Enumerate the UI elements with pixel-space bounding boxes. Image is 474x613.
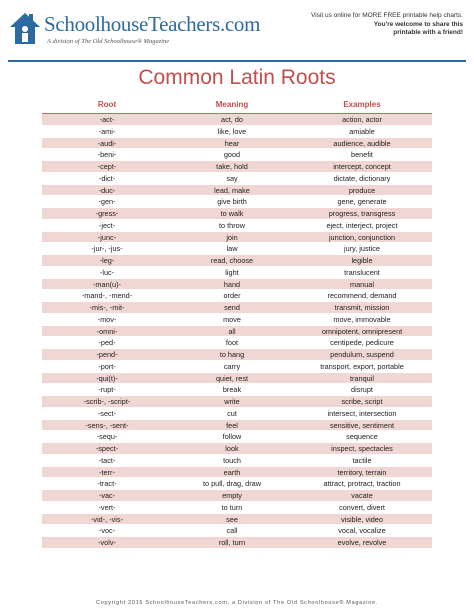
root-cell: -audi-	[97, 138, 117, 148]
meaning-cell: look	[225, 444, 239, 453]
root-cell: -ami-	[98, 126, 116, 136]
meaning-cell: write	[224, 397, 240, 406]
root-cell: -jur-, -jus-	[91, 244, 123, 254]
meaning-cell: earth	[223, 467, 241, 477]
meaning-cell: touch	[223, 455, 241, 465]
column-header-examples: Examples	[343, 100, 381, 109]
table-row	[42, 431, 432, 443]
meaning-cell: give birth	[217, 197, 247, 207]
meaning-cell: hand	[223, 279, 241, 289]
promo-line-2: You're welcome to share this	[373, 20, 463, 28]
table-row	[42, 208, 432, 220]
root-cell: -vert-	[98, 502, 116, 512]
root-cell: -vid-, -vis-	[90, 514, 124, 524]
root-cell: -vac-	[98, 491, 116, 500]
table-row	[42, 337, 432, 349]
examples-cell: transmit, mission	[334, 303, 390, 312]
meaning-cell: empty	[222, 491, 242, 500]
root-cell: -gen-	[98, 197, 116, 207]
meaning-cell: break	[222, 385, 242, 395]
examples-cell: recommend, demand	[327, 291, 397, 301]
header-divider	[8, 60, 466, 62]
page-header	[0, 0, 474, 62]
table-row	[42, 267, 432, 279]
examples-cell: legible	[351, 256, 373, 265]
table-row	[42, 525, 432, 537]
root-cell: -mis-, -mit-	[89, 303, 125, 312]
root-cell: -luc-	[99, 267, 115, 277]
meaning-cell: take, hold	[216, 162, 248, 171]
examples-cell: junction, conjunction	[328, 232, 396, 242]
schoolhouse-logo-icon	[10, 11, 40, 45]
root-cell: -gress-	[95, 209, 119, 218]
examples-cell: disrupt	[351, 385, 373, 395]
root-cell: -spect-	[95, 444, 119, 453]
root-cell: -qui(t)-	[96, 373, 118, 383]
brand-name[interactable]: SchoolhouseTeachers.com	[44, 12, 261, 36]
examples-cell: gene, generate	[337, 197, 387, 207]
root-cell: -act-	[99, 115, 115, 124]
table-row	[42, 420, 432, 432]
meaning-cell: good	[223, 150, 241, 160]
examples-cell: sequence	[346, 432, 378, 442]
meaning-cell: law	[226, 244, 238, 254]
table-row	[42, 290, 432, 302]
table-row	[42, 326, 432, 338]
table-body	[42, 114, 432, 549]
table-row	[42, 279, 432, 291]
examples-cell: pendulum, suspend	[330, 350, 394, 359]
examples-cell: vocal, vocalize	[338, 526, 386, 536]
meaning-cell: act, do	[221, 115, 243, 124]
table-row	[42, 114, 432, 126]
examples-cell: tactile	[352, 455, 372, 465]
examples-cell: dictate, dictionary	[333, 173, 391, 183]
column-header-meaning: Meaning	[215, 100, 249, 109]
table-row	[42, 314, 432, 326]
table-row	[42, 196, 432, 208]
column-header-root: Root	[97, 100, 117, 109]
meaning-cell: to pull, drag, draw	[202, 479, 261, 489]
root-cell: -sequ-	[96, 432, 118, 442]
root-cell: -tact-	[98, 455, 116, 465]
table-row	[42, 514, 432, 526]
examples-cell: intercept, concept	[333, 162, 391, 171]
examples-cell: eject, interject, project	[326, 220, 398, 230]
meaning-cell: read, choose	[210, 256, 254, 265]
examples-cell: intersect, intersection	[327, 408, 397, 418]
meaning-cell: like, love	[217, 126, 247, 136]
root-cell: -duc-	[98, 185, 116, 195]
root-cell: -tract-	[97, 479, 117, 489]
root-cell: -man(u)-	[93, 279, 121, 289]
page-title: Common Latin Roots	[138, 66, 336, 89]
brand-subtitle: A division of The Old Schoolhouse® Magazine	[47, 38, 170, 45]
root-cell: -junc-	[97, 232, 117, 242]
examples-cell: benefit	[351, 150, 373, 160]
table-row	[42, 384, 432, 396]
meaning-cell: all	[228, 326, 236, 336]
root-cell: -sens-, -sent-	[85, 420, 129, 430]
meaning-cell: to walk	[220, 209, 244, 218]
table-row	[42, 185, 432, 197]
meaning-cell: send	[224, 303, 240, 312]
table-row	[42, 537, 432, 549]
table-header	[42, 98, 432, 114]
examples-cell: vacate	[351, 491, 373, 500]
root-cell: -terr-	[99, 467, 115, 477]
meaning-cell: to turn	[221, 502, 243, 512]
meaning-cell: to hang	[219, 350, 245, 359]
examples-cell: transport, export, portable	[320, 361, 404, 371]
examples-cell: amiable	[349, 126, 375, 136]
examples-cell: evolve, revolve	[337, 538, 387, 547]
table-row	[42, 396, 432, 408]
root-cell: -mov-	[97, 314, 117, 324]
meaning-cell: carry	[223, 361, 241, 371]
table-row	[42, 173, 432, 185]
examples-cell: sensitive, sentiment	[329, 420, 395, 430]
root-cell: -ped-	[98, 338, 116, 348]
examples-cell: visible, video	[341, 514, 383, 524]
meaning-cell: order	[223, 291, 241, 301]
meaning-cell: say	[226, 173, 238, 183]
table-row	[42, 361, 432, 373]
promo-line-1: Visit us online for MORE FREE printable help charts.	[311, 12, 463, 19]
meaning-cell: quiet, rest	[215, 373, 249, 383]
root-cell: -volv-	[98, 538, 116, 547]
root-cell: -ject-	[98, 220, 116, 230]
copyright-footer: Copyright 2016 SchoolhouseTeachers.com, a Division of The Old Schoolhouse® Magazine.	[96, 600, 378, 606]
meaning-cell: foot	[225, 338, 239, 348]
root-cell: -rupt-	[98, 385, 116, 395]
table-row	[42, 255, 432, 267]
root-cell: -beni-	[97, 150, 117, 160]
promo-text	[293, 12, 463, 38]
root-cell: -scrib-, -script-	[83, 397, 131, 406]
meaning-cell: move	[223, 314, 241, 324]
examples-cell: audience, audible	[333, 138, 391, 148]
meaning-cell: light	[225, 267, 239, 277]
examples-cell: action, actor	[342, 115, 382, 124]
root-cell: -sect-	[97, 408, 117, 418]
table-row	[42, 443, 432, 455]
examples-cell: tranquil	[350, 373, 374, 383]
meaning-cell: call	[226, 526, 238, 536]
promo-line-3: printable with a friend!	[393, 29, 463, 36]
examples-cell: centipede, pedicure	[330, 338, 394, 348]
meaning-cell: roll, turn	[218, 538, 246, 547]
examples-cell: inspect, spectacles	[331, 444, 393, 453]
meaning-cell: lead, make	[214, 185, 250, 195]
examples-cell: attract, protract, traction	[323, 479, 401, 489]
meaning-cell: join	[226, 232, 238, 242]
examples-cell: scribe, script	[341, 397, 383, 406]
root-cell: -cept-	[97, 162, 117, 171]
examples-cell: translucent	[344, 267, 380, 277]
meaning-cell: to throw	[219, 220, 245, 230]
examples-cell: move, immovable	[333, 314, 391, 324]
table-row	[42, 408, 432, 420]
meaning-cell: hear	[224, 138, 240, 148]
latin-roots-table	[42, 98, 432, 549]
table-row	[42, 373, 432, 385]
table-row	[42, 455, 432, 467]
table-row	[42, 243, 432, 255]
examples-cell: convert, divert	[339, 502, 385, 512]
root-cell: -leg-	[99, 256, 115, 265]
table-row	[42, 302, 432, 314]
meaning-cell: see	[226, 514, 238, 524]
table-row	[42, 220, 432, 232]
root-cell: -pend-	[96, 350, 118, 359]
meaning-cell: feel	[226, 420, 238, 430]
root-cell: -port-	[98, 361, 116, 371]
root-cell: -dict-	[98, 173, 116, 183]
table-row	[42, 161, 432, 173]
table-row	[42, 502, 432, 514]
examples-cell: progress, transgress	[328, 209, 396, 218]
examples-cell: jury, justice	[344, 244, 380, 254]
examples-cell: manual	[350, 279, 374, 289]
table-row	[42, 149, 432, 161]
meaning-cell: follow	[222, 432, 242, 442]
table-row	[42, 478, 432, 490]
root-cell: -omni-	[96, 326, 118, 336]
meaning-cell: cut	[227, 408, 237, 418]
examples-cell: produce	[348, 185, 376, 195]
examples-cell: omnipotent, omnipresent	[321, 326, 403, 336]
table-row	[42, 490, 432, 502]
root-cell: -voc-	[98, 526, 116, 536]
root-cell: -mand-, -mend-	[81, 291, 133, 301]
table-row	[42, 232, 432, 244]
table-row	[42, 467, 432, 479]
examples-cell: territory, terrain	[337, 467, 387, 477]
table-row	[42, 126, 432, 138]
table-row	[42, 349, 432, 361]
table-row	[42, 138, 432, 150]
